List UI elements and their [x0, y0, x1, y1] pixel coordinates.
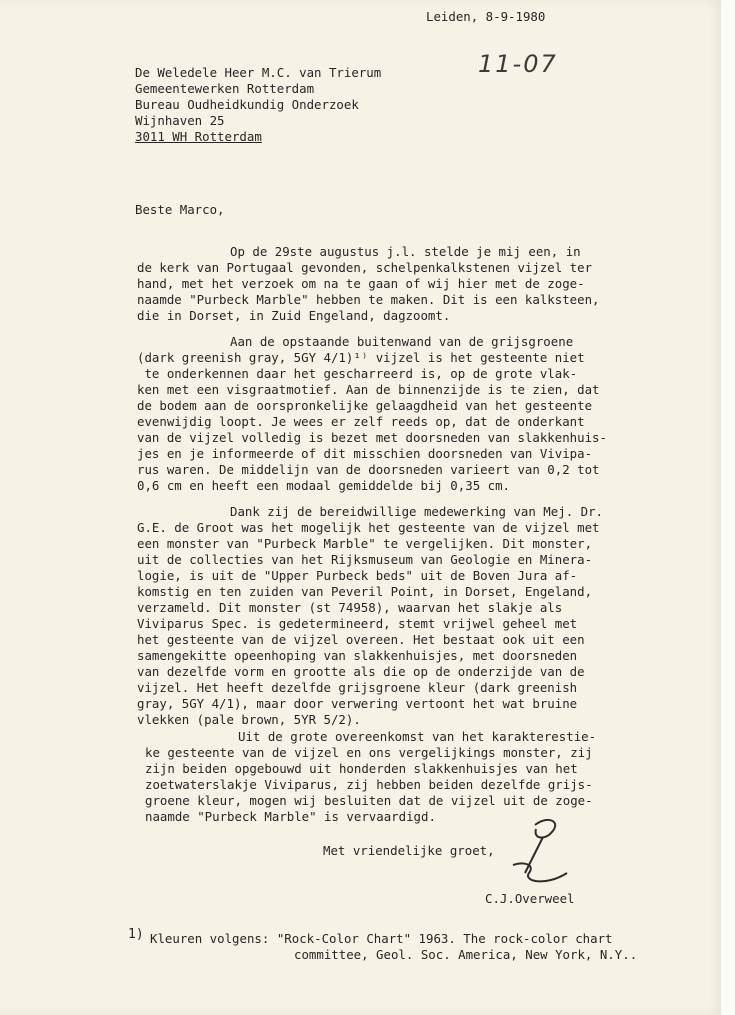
text-line: samengekitte opeenhoping van slakkenhuisjes, met doorsneden	[137, 648, 578, 663]
letter-date: Leiden, 8-9-1980	[426, 9, 546, 24]
handwritten-signature	[505, 815, 580, 890]
text-line: jes en je informeerde of dit misschien doorsneden van Vivipa-	[137, 446, 593, 461]
text-line: Dank zij de bereidwillige medewerking van Mej. Dr.	[230, 504, 603, 519]
text-line: naamde "Purbeck Marble" hebben te maken. Dit is een kalksteen,	[137, 292, 600, 307]
text-line: zijn beiden opgebouwd uit honderden slakkenhuisjes van het	[145, 761, 578, 776]
address-line: 3011 WH Rotterdam	[135, 129, 262, 144]
text-line: ke gesteente van de vijzel en ons vergelijkings monster, zij	[145, 745, 593, 760]
text-line: verzameld. Dit monster (st 74958), waarvan het slakje als	[137, 600, 563, 615]
text-line: die in Dorset, in Zuid Engeland, dagzoomt.	[137, 308, 451, 323]
text-line: uit de collecties van het Rijksmuseum van Geologie en Minera-	[137, 552, 593, 567]
text-line: G.E. de Groot was het mogelijk het gesteente van de vijzel met	[137, 520, 600, 535]
text-line: een monster van "Purbeck Marble" te vergelijken. Dit monster,	[137, 536, 593, 551]
text-line: 0,6 cm en heeft een modaal gemiddelde bij 0,35 cm.	[137, 478, 510, 493]
footnote-line: Kleuren volgens: "Rock-Color Chart" 1963. The rock-color chart	[150, 931, 613, 946]
address-line: Bureau Oudheidkundig Onderzoek	[135, 97, 359, 112]
text-line: naamde "Purbeck Marble" is vervaardigd.	[145, 809, 436, 824]
text-line: evenwijdig loopt. Je wees er zelf reeds op, dat de onderkant	[137, 414, 585, 429]
text-line: Viviparus Spec. is gedetermineerd, stemt vrijwel geheel met	[137, 616, 578, 631]
text-line: van dezelfde vorm en grootte als die op de onderzijde van de	[137, 664, 585, 679]
text-line: de kerk van Portugaal gevonden, schelpenkalkstenen vijzel ter	[137, 260, 593, 275]
address-line: Wijnhaven 25	[135, 113, 225, 128]
text-line: de bodem aan de oorspronkelijke gelaagdheid van het gesteente	[137, 398, 593, 413]
text-line: het gesteente van de vijzel overeen. Het bestaat ook uit een	[137, 632, 585, 647]
text-line: vijzel. Het heeft dezelfde grijsgroene kleur (dark greenish	[137, 680, 578, 695]
text-line: Uit de grote overeenkomst van het karakterestie-	[238, 729, 597, 744]
footnote-line: committee, Geol. Soc. America, New York, N.Y..	[294, 947, 638, 962]
text-line: logie, is uit de "Upper Purbeck beds" uit de Boven Jura af-	[137, 568, 578, 583]
closing-greeting: Met vriendelijke groet,	[323, 843, 495, 858]
signer-name: C.J.Overweel	[485, 891, 575, 906]
text-line: ken met een visgraatmotief. Aan de binnenzijde is te zien, dat	[137, 382, 600, 397]
text-line: (dark greenish gray, 5GY 4/1)¹⁾ vijzel is het gesteente niet	[137, 350, 585, 365]
page-edge	[721, 0, 735, 1015]
text-line: rus waren. De middelijn van de doorsneden varieert van 0,2 tot	[137, 462, 600, 477]
text-line: zoetwaterslakje Viviparus, zij hebben beiden dezelfde grijs-	[145, 777, 593, 792]
text-line: te onderkennen daar het gescharreerd is, op de grote vlak-	[137, 366, 578, 381]
address-line: Gemeentewerken Rotterdam	[135, 81, 315, 96]
text-line: van de vijzel volledig is bezet met doorsneden van slakkenhuis-	[137, 430, 607, 445]
text-line: komstig en ten zuiden van Peveril Point, in Dorset, Engeland,	[137, 584, 593, 599]
footnote-marker: 1)	[128, 927, 144, 942]
text-line: gray, 5GY 4/1), maar door verwering vertoont het wat bruine	[137, 696, 578, 711]
salutation: Beste Marco,	[135, 202, 225, 217]
text-line: Aan de opstaande buitenwand van de grijsgroene	[230, 334, 574, 349]
text-line: groene kleur, mogen wij besluiten dat de vijzel uit de zoge-	[145, 793, 593, 808]
text-line: hand, met het verzoek om na te gaan of wij hier met de zoge-	[137, 276, 585, 291]
handwritten-reference: 11-07	[478, 50, 558, 78]
text-line: Op de 29ste augustus j.l. stelde je mij een, in	[230, 244, 581, 259]
address-line: De Weledele Heer M.C. van Trierum	[135, 65, 382, 80]
text-line: vlekken (pale brown, 5YR 5/2).	[137, 712, 361, 727]
